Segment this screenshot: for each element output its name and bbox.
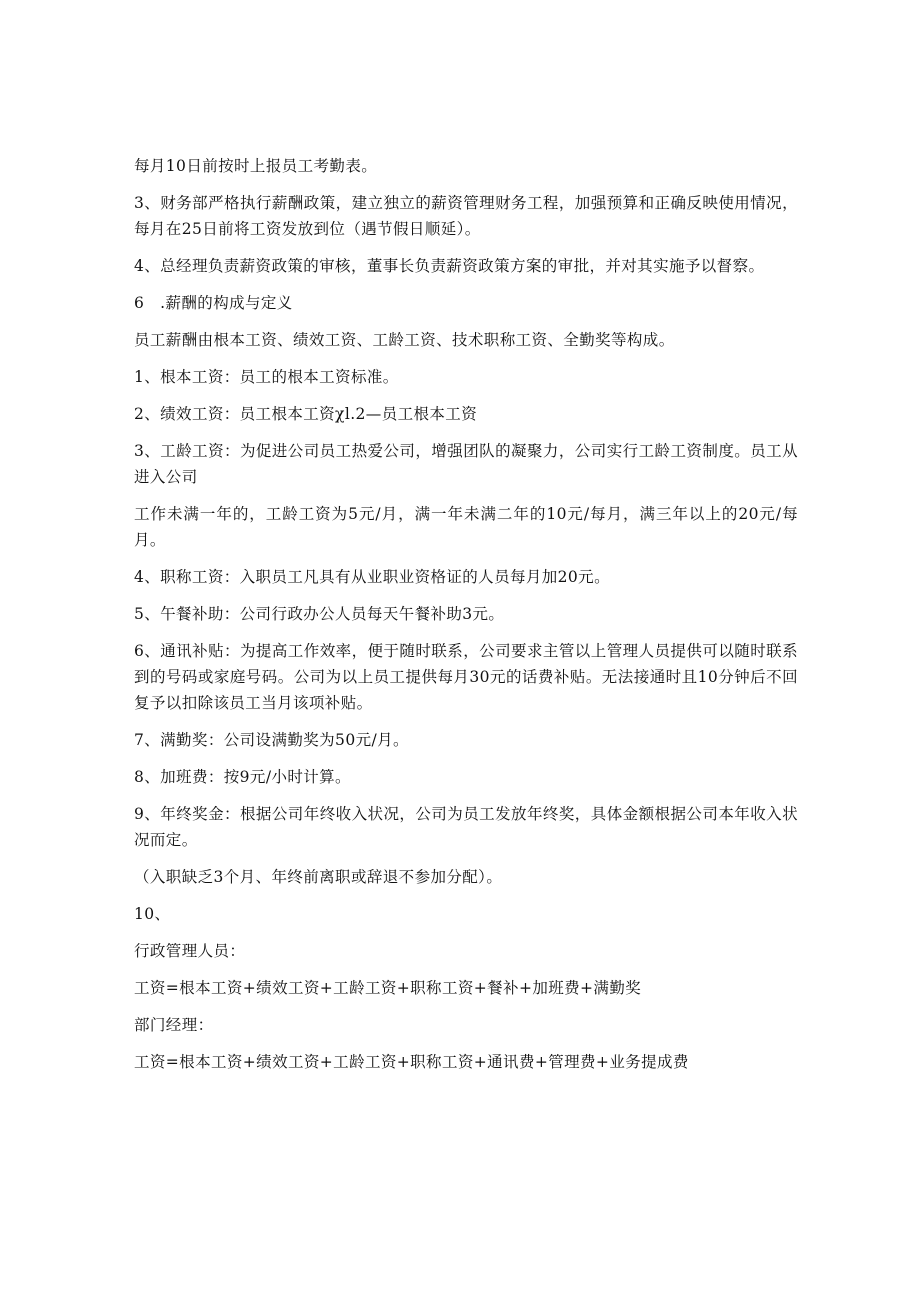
paragraph-seniority-details: 工作未满一年的，工龄工资为5元/月，满一年未满二年的10元/每月，满三年以上的20元/每月。: [134, 505, 798, 549]
paragraph-salary-composition: 员工薪酬由根本工资、绩效工资、工龄工资、技术职称工资、全勤奖等构成。: [134, 331, 675, 349]
section-heading-salary-structure: 6 .薪酬的构成与定义: [134, 294, 293, 312]
item-number-10: 10、: [134, 905, 171, 923]
paragraph-bonus-exclusion: （入职缺乏3个月、年终前离职或辞退不参加分配）。: [134, 868, 503, 886]
item-performance-salary: 2、绩效工资：员工根本工资χl.2—员工根本工资: [134, 405, 478, 423]
formula-admin-salary: 工资=根本工资+绩效工资+工龄工资+职称工资+餐补+加班费+满勤奖: [134, 979, 642, 997]
item-year-end-bonus: 9、年终奖金：根据公司年终收入状况，公司为员工发放年终奖，具体金额根据公司本年收入状况而定。: [134, 805, 798, 849]
item-title-salary: 4、职称工资：入职员工凡具有从业职业资格证的人员每月加20元。: [134, 568, 610, 586]
label-admin-staff: 行政管理人员：: [134, 942, 246, 960]
item-attendance-bonus: 7、满勤奖：公司设满勤奖为50元/月。: [134, 731, 409, 749]
item-communication-allowance: 6、通讯补贴：为提高工作效率，便于随时联系，公司要求主管以上管理人员提供可以随时联系到的号码或家庭号码。公司为以上员工提供每月30元的话费补贴。无法接通时且10分钟后不回复予以扣除该员工当月该项补贴。: [134, 642, 798, 712]
item-lunch-allowance: 5、午餐补助：公司行政办公人员每天午餐补助3元。: [134, 605, 505, 623]
paragraph-general-manager: 4、总经理负责薪资政策的审核，董事长负责薪资政策方案的审批，并对其实施予以督察。: [134, 257, 765, 275]
item-base-salary: 1、根本工资：员工的根本工资标准。: [134, 368, 399, 386]
label-department-manager: 部门经理：: [134, 1016, 214, 1034]
item-overtime-pay: 8、加班费：按9元/小时计算。: [134, 768, 351, 786]
paragraph-finance-department: 3、财务部严格执行薪酬政策，建立独立的薪资管理财务工程，加强预算和正确反映使用情况，每月在25日前将工资发放到位（遇节假日顺延）。: [134, 194, 798, 238]
item-seniority-salary: 3、工龄工资：为促进公司员工热爱公司，增强团队的凝聚力，公司实行工龄工资制度。员工从进入公司: [134, 442, 798, 486]
document-body: [134, 153, 798, 1086]
paragraph-attendance-report: 每月10日前按时上报员工考勤表。: [134, 157, 378, 175]
formula-manager-salary: 工资=根本工资+绩效工资+工龄工资+职称工资+通讯费+管理费+业务提成费: [134, 1053, 689, 1071]
